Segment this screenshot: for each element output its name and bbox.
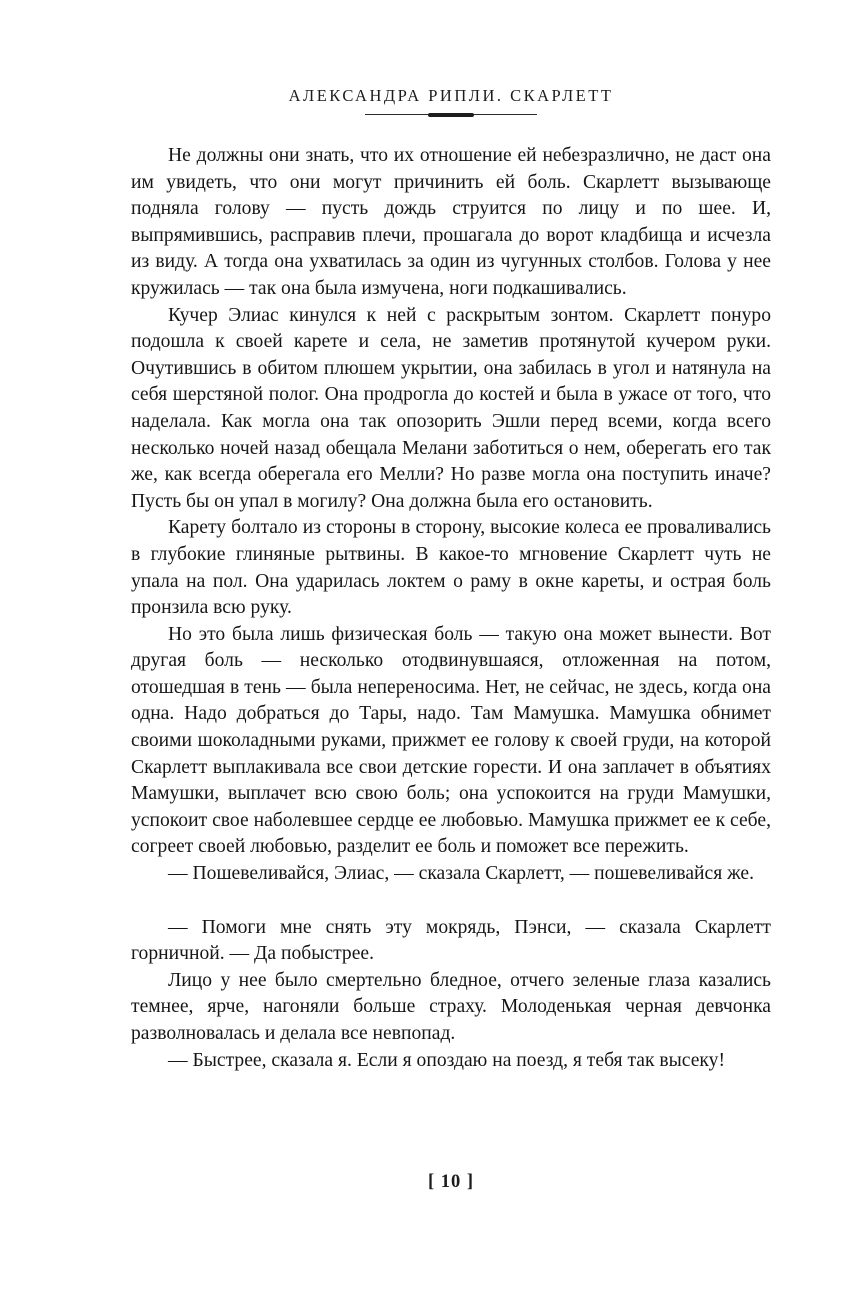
paragraph: Но это была лишь физическая боль — такую она может вынести. Вот другая боль — несколько отодвинувшаяся, отложенная на потом, отошедшая в тень — была непереносима. Нет, не сейчас, не здесь, когда она одна. Надо добраться до Тары, надо. Там Мамушка. Мамушка обнимет своими шоколадными руками, прижмет ее голову к своей груди, на которой Скарлетт выплакивала все свои детские горести. И она заплачет в объятиях Мамушки, выплачет всю свою боль; она успокоится на груди Мамушки, успокоит свое наболевшее сердце ее любовью. Мамушка прижмет ее к себе, согреет своей любовью, разделит ее боль и поможет все пережить. [131,623,771,858]
running-header [131,86,771,117]
header-ornament-rule [365,113,537,117]
paragraph: Не должны они знать, что их отношение ей небезразлично, не даст она им увидеть, что они могут причинить ей боль. Скарлетт вызывающе подняла голову — пусть дождь струится по лицу и по шее. И, выпрямившись, расправив плечи, прошагала до ворот кладбища и исчезла из виду. А тогда она ухватилась за один из чугунных столбов. Голова у нее кружилась — так она была измучена, ноги подкашивались. [131,145,771,299]
running-title: АЛЕКСАНДРА РИПЛИ. СКАРЛЕТТ [288,86,614,105]
page-footer [131,1172,771,1193]
paragraph: Кучер Элиас кинулся к ней с раскрытым зонтом. Скарлетт понуро подошла к своей карете и села, не заметив протянутой кучером руки. Очутившись в обитом плюшем укрытии, она забилась в угол и натянула на себя шерстяной полог. Она продрогла до костей и была в ужасе от того, что наделала. Как могла она так опозорить Эшли перед всеми, когда всего несколько ночей назад обещала Мелани заботиться о нем, оберегать его так же, как всегда оберегала его Мелли? Но разве могла она поступить иначе? Пусть бы он упал в могилу? Она должна была его остановить. [131,304,771,512]
body-text [131,143,771,1074]
page-number: [ 10 ] [427,1172,475,1192]
rule-thick-center [428,113,474,117]
content-column [131,0,771,1299]
paragraph-dialogue: — Быстрее, сказала я. Если я опоздаю на поезд, я тебя так высеку! [168,1049,725,1071]
paragraph: Карету болтало из стороны в сторону, высокие колеса ее проваливались в глубокие глиняные рытвины. В какое-то мгновение Скарлетт чуть не упала на пол. Она ударилась локтем о раму в окне кареты, и острая боль пронзила всю руку. [131,517,771,619]
paragraph-dialogue: — Помоги мне снять эту мокрядь, Пэнси, — сказала Скарлетт горничной. — Да побыстрее. [131,916,771,965]
scene-break [131,888,771,915]
paragraph: Лицо у нее было смертельно бледное, отчего зеленые глаза казались темнее, ярче, нагоняли больше страху. Молоденькая черная девчонка разволновалась и делала все невпопад. [131,969,771,1044]
paragraph-dialogue: — Пошевеливайся, Элиас, — сказала Скарлетт, — пошевеливайся же. [168,863,754,885]
